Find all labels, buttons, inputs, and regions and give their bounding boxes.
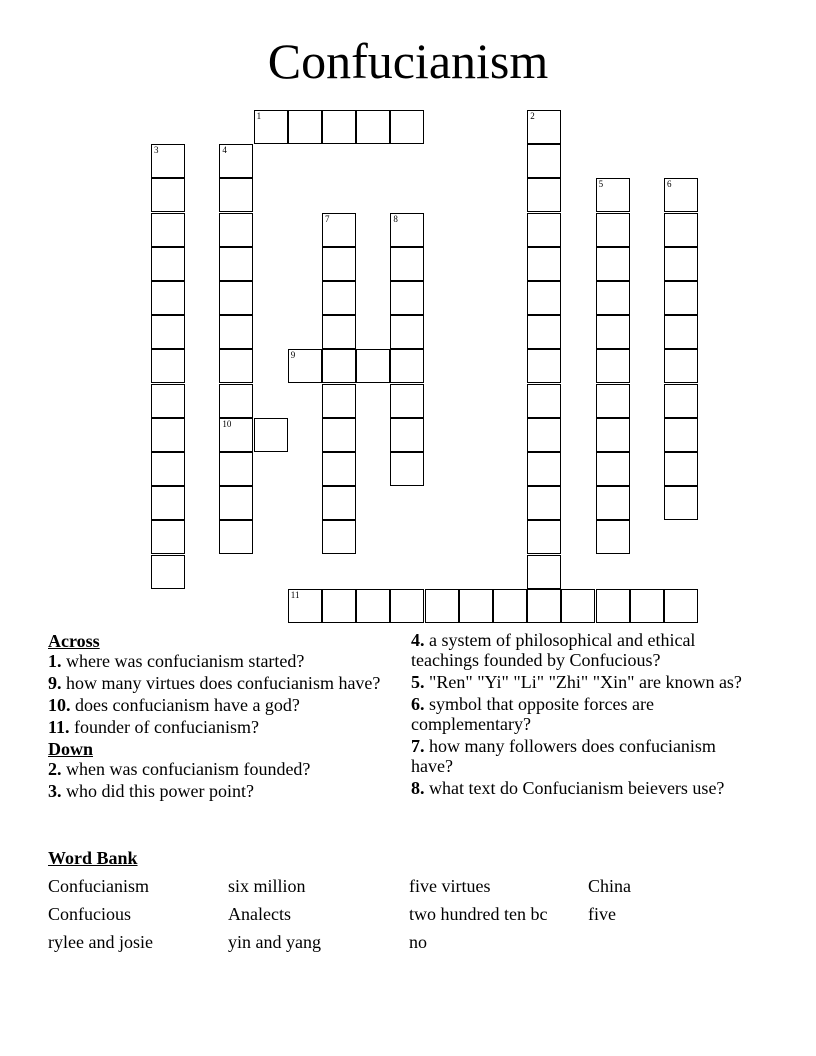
down-clue-list-right — [411, 630, 751, 798]
clue-number: 6. — [411, 694, 425, 714]
grid-cell[interactable] — [322, 520, 356, 554]
clue-text: founder of confucianism? — [69, 717, 259, 737]
grid-cell[interactable] — [322, 315, 356, 349]
clue — [48, 759, 393, 779]
grid-cell[interactable] — [356, 589, 390, 623]
clue-number: 2 — [530, 111, 535, 121]
clue — [411, 672, 751, 692]
grid-cell[interactable] — [219, 349, 253, 383]
grid-cell[interactable] — [390, 349, 424, 383]
clue — [48, 717, 393, 737]
grid-cell[interactable] — [527, 520, 561, 554]
word-bank-entry: China — [588, 876, 631, 896]
grid-cell[interactable] — [390, 281, 424, 315]
grid-cell[interactable] — [151, 315, 185, 349]
grid-cell[interactable] — [527, 110, 561, 144]
down-heading: Down — [48, 739, 94, 759]
grid-cell[interactable] — [151, 144, 185, 178]
grid-cell[interactable] — [596, 349, 630, 383]
clue-text: how many followers does confucianism have? — [411, 736, 716, 776]
grid-cell[interactable] — [596, 589, 630, 623]
word-bank-entry: Confucious — [48, 904, 131, 924]
grid-cell[interactable] — [527, 418, 561, 452]
grid-cell[interactable] — [390, 247, 424, 281]
grid-cell[interactable] — [664, 418, 698, 452]
clue-number: 5 — [598, 179, 604, 190]
puzzle-title: Confucianism — [267, 33, 549, 89]
grid-cell[interactable] — [254, 110, 288, 144]
clue-number: 4 — [222, 145, 227, 156]
grid-cell[interactable] — [664, 178, 698, 212]
grid-cell[interactable] — [527, 247, 561, 281]
clue-number: 9 — [290, 350, 296, 361]
grid-cell[interactable] — [151, 486, 185, 520]
grid-cell[interactable] — [219, 486, 253, 520]
word-bank-entry: five — [588, 904, 616, 924]
clue-number: 10. — [48, 695, 71, 715]
down-clue-list-left — [48, 759, 393, 801]
grid-cell[interactable] — [527, 486, 561, 520]
grid-cell[interactable] — [356, 110, 390, 144]
grid-cell[interactable] — [664, 247, 698, 281]
grid-cell[interactable] — [151, 555, 185, 589]
grid-cell[interactable] — [322, 452, 356, 486]
grid-cell[interactable] — [664, 315, 698, 349]
word-bank-entry: yin and yang — [228, 932, 321, 952]
word-bank-entry: five virtues — [409, 876, 491, 896]
grid-cell[interactable] — [322, 349, 356, 383]
grid-cell[interactable] — [527, 349, 561, 383]
clue-number: 3 — [154, 145, 159, 156]
grid-cell[interactable] — [664, 349, 698, 383]
grid-cell[interactable] — [527, 589, 561, 623]
grid-cell[interactable] — [219, 520, 253, 554]
grid-cell[interactable] — [322, 418, 356, 452]
clues-right-column — [411, 630, 751, 800]
grid-cell[interactable] — [596, 213, 630, 247]
word-bank-entry: no — [409, 932, 427, 952]
clue — [411, 694, 751, 734]
grid-cell[interactable] — [151, 178, 185, 212]
grid-cell[interactable] — [322, 213, 356, 247]
grid-cell[interactable] — [390, 384, 424, 418]
grid-cell[interactable] — [527, 384, 561, 418]
grid-cell[interactable] — [596, 247, 630, 281]
grid-cell[interactable] — [219, 247, 253, 281]
grid-cell[interactable] — [219, 213, 253, 247]
grid-cell[interactable] — [219, 315, 253, 349]
grid-cell[interactable] — [151, 384, 185, 418]
word-bank-heading: Word Bank — [48, 848, 138, 868]
clue-number: 9. — [48, 673, 62, 693]
clue-number: 3. — [48, 781, 62, 801]
grid-cell[interactable] — [527, 178, 561, 212]
grid-cell[interactable] — [527, 315, 561, 349]
word-bank-entry: Confucianism — [48, 876, 149, 896]
clue-number: 8 — [393, 213, 398, 224]
clue — [48, 651, 393, 671]
grid-cell[interactable] — [527, 213, 561, 247]
grid-cell[interactable] — [493, 589, 527, 623]
grid-cell[interactable] — [596, 315, 630, 349]
clue-number: 11. — [48, 717, 70, 737]
grid-cell[interactable] — [596, 452, 630, 486]
grid-cell[interactable] — [322, 281, 356, 315]
clue-text: what text do Confucianism beievers use? — [424, 778, 725, 798]
grid-cell[interactable] — [288, 110, 322, 144]
clue — [48, 673, 393, 693]
word-bank-entry: six million — [228, 876, 306, 896]
clue — [411, 736, 751, 776]
grid-cell[interactable] — [596, 520, 630, 554]
grid-cell[interactable] — [527, 555, 561, 589]
clue-text: how many virtues does confucianism have? — [61, 673, 381, 693]
grid-cell[interactable] — [219, 384, 253, 418]
grid-cell[interactable] — [390, 213, 424, 247]
grid-cell[interactable] — [322, 589, 356, 623]
grid-cell[interactable] — [219, 281, 253, 315]
across-heading: Across — [48, 631, 100, 651]
grid-cell[interactable] — [664, 213, 698, 247]
clue-number: 1 — [256, 111, 262, 121]
clues-left-column — [48, 630, 393, 803]
grid-cell[interactable] — [151, 452, 185, 486]
clue-number: 6 — [667, 179, 672, 190]
grid-cell[interactable] — [356, 349, 390, 383]
clue-text: where was confucianism started? — [61, 651, 305, 671]
grid-cell[interactable] — [151, 520, 185, 554]
grid-cell[interactable] — [254, 418, 288, 452]
clue-number: 7 — [325, 213, 330, 224]
clue — [48, 781, 393, 801]
clue-text: a system of philosophical and ethical teachings founded by Confucious? — [411, 630, 696, 670]
grid-cell[interactable] — [425, 589, 459, 623]
grid-cell[interactable] — [664, 589, 698, 623]
grid-cell[interactable] — [596, 178, 630, 212]
grid-cell[interactable] — [288, 589, 322, 623]
clue-number: 1. — [48, 651, 62, 671]
grid-cell[interactable] — [151, 418, 185, 452]
clue-number: 2. — [48, 759, 62, 779]
grid-cell[interactable] — [322, 384, 356, 418]
clue — [411, 630, 751, 670]
grid-cell[interactable] — [219, 144, 253, 178]
grid-cell[interactable] — [390, 589, 424, 623]
clue — [48, 695, 393, 715]
clue-number: 10 — [222, 418, 232, 429]
grid-cell[interactable] — [219, 418, 253, 452]
clue-text: "Ren" "Yi" "Li" "Zhi" "Xin" are known as? — [424, 672, 742, 692]
grid-cell[interactable] — [151, 213, 185, 247]
grid-cell[interactable] — [527, 452, 561, 486]
clue-number: 11 — [290, 589, 300, 600]
grid-cell[interactable] — [664, 384, 698, 418]
grid-cell[interactable] — [664, 452, 698, 486]
grid-cell[interactable] — [390, 418, 424, 452]
clue — [411, 778, 751, 798]
grid-cell[interactable] — [322, 247, 356, 281]
grid-cell[interactable] — [596, 281, 630, 315]
grid-cell[interactable] — [596, 486, 630, 520]
grid-cell[interactable] — [219, 452, 253, 486]
clue-number: 7. — [411, 736, 425, 756]
grid-cell[interactable] — [630, 589, 664, 623]
clue-number: 5. — [411, 672, 425, 692]
clue-text: who did this power point? — [61, 781, 254, 801]
clue-text: symbol that opposite forces are complementary? — [411, 694, 654, 734]
word-bank-entry: Analects — [228, 904, 291, 924]
grid-cell[interactable] — [322, 486, 356, 520]
word-bank-entry: rylee and josie — [48, 932, 153, 952]
clue-text: does confucianism have a god? — [70, 695, 300, 715]
grid-cell[interactable] — [151, 281, 185, 315]
word-bank-entry: two hundred ten bc — [409, 904, 548, 924]
clue-number: 8. — [411, 778, 425, 798]
grid-cell[interactable] — [459, 589, 493, 623]
grid-cell[interactable] — [596, 384, 630, 418]
grid-cell[interactable] — [664, 281, 698, 315]
across-clue-list — [48, 651, 393, 737]
grid-cell[interactable] — [390, 452, 424, 486]
clue-text: when was confucianism founded? — [61, 759, 311, 779]
grid-cell[interactable] — [527, 144, 561, 178]
grid-cell[interactable] — [390, 315, 424, 349]
grid-cell[interactable] — [664, 486, 698, 520]
grid-cell[interactable] — [561, 589, 595, 623]
grid-cell[interactable] — [322, 110, 356, 144]
grid-cell[interactable] — [527, 281, 561, 315]
grid-cell[interactable] — [151, 247, 185, 281]
grid-cell[interactable] — [151, 349, 185, 383]
grid-cell[interactable] — [288, 349, 322, 383]
clue-number: 4. — [411, 630, 425, 650]
grid-cell[interactable] — [596, 418, 630, 452]
grid-cell[interactable] — [219, 178, 253, 212]
grid-cell[interactable] — [390, 110, 424, 144]
